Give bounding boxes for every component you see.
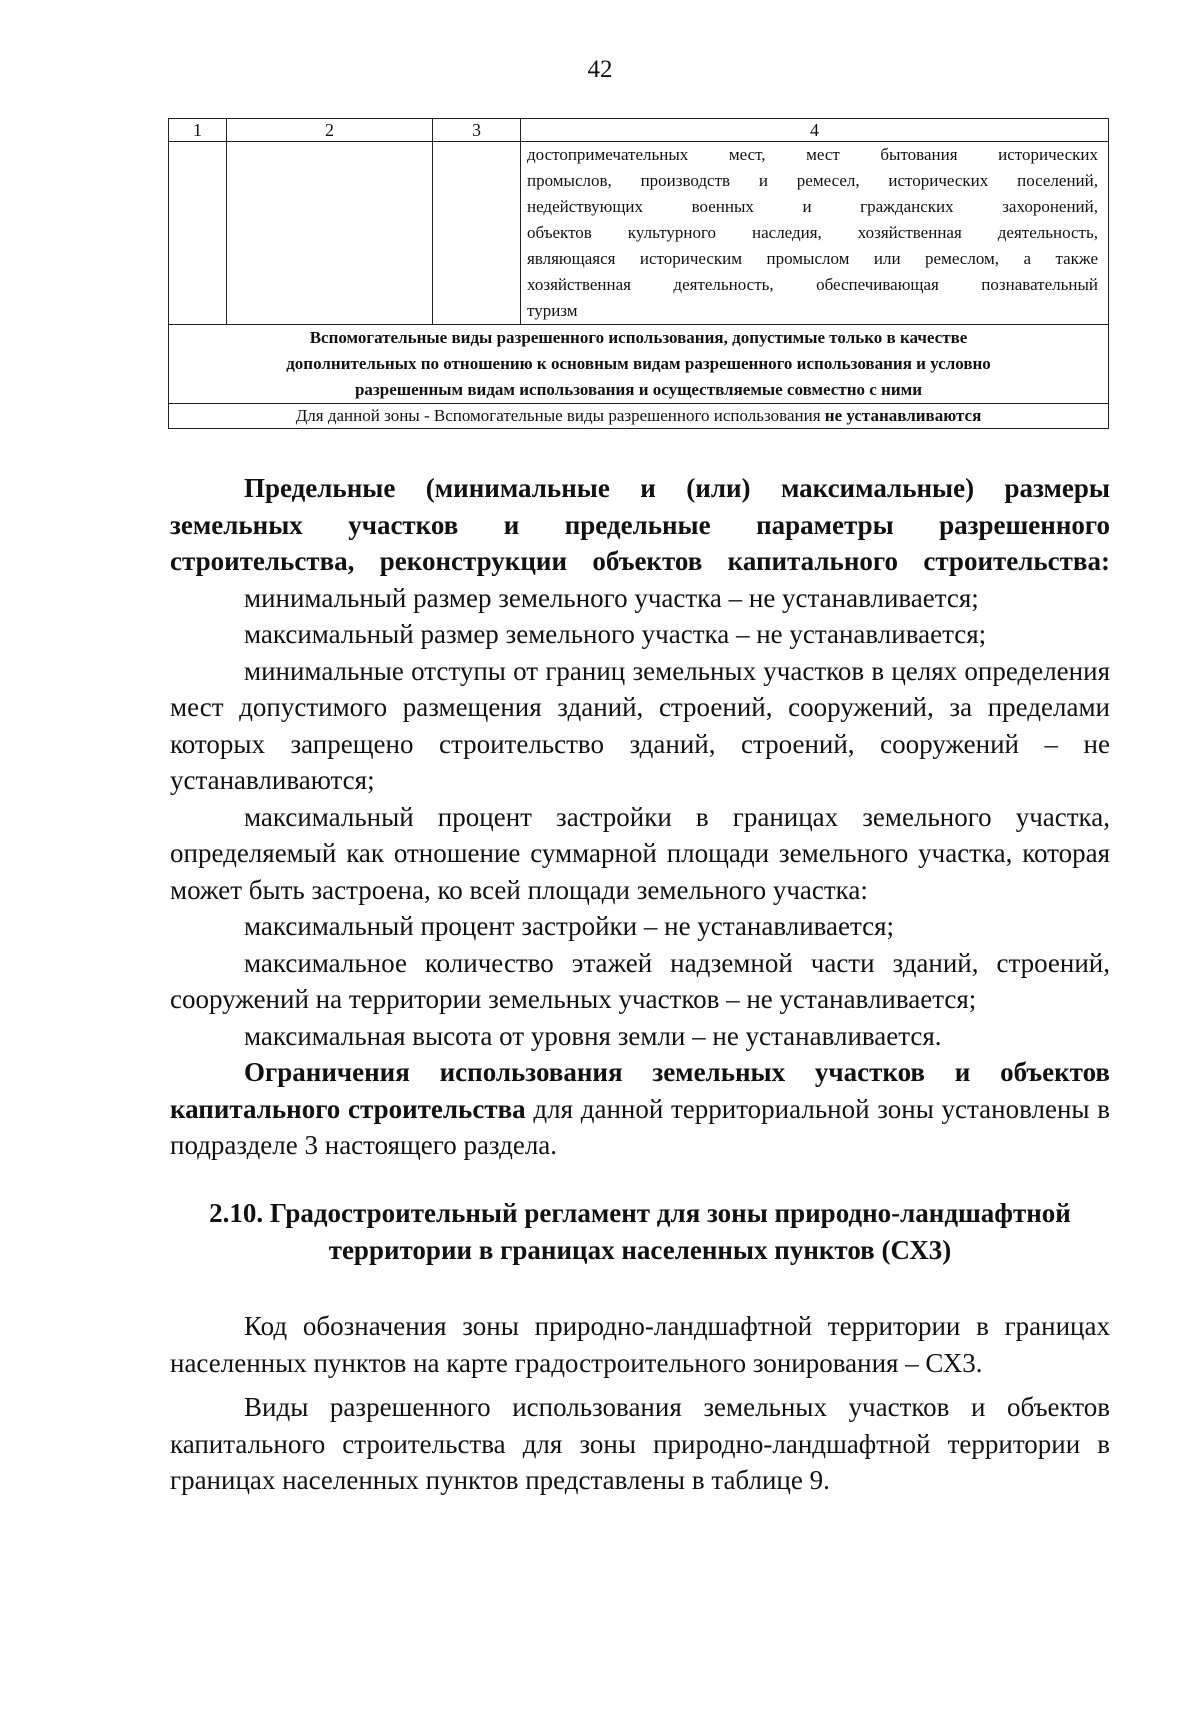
section-2-10 [170, 1195, 1110, 1268]
page-number: 42 [587, 56, 613, 83]
aux-heading-line: дополнительных по отношению к основным видам разрешенного использования и условно [286, 354, 991, 373]
section-heading [170, 1195, 1110, 1268]
table-header-cell: 4 [521, 119, 1109, 142]
table-header-cell: 2 [227, 119, 433, 142]
section-paragraphs [170, 1308, 1110, 1499]
aux-note-text: Для данной зоны - Вспомогательные виды разрешенного использования [295, 406, 821, 425]
table-header-cell: 1 [169, 119, 227, 142]
limit-item: минимальные отступы от границ земельных участков в целях определения мест допустимого размещения зданий, строений, сооружений, за пределами которых запрещено строительство зданий, строений, сооружений – не устанавливаются; [170, 655, 1110, 795]
description-line: туризм [527, 301, 578, 320]
table-row-aux-note [169, 404, 1109, 429]
limit-item: максимальный размер земельного участка – не устанавливается; [244, 619, 987, 649]
aux-uses-heading [169, 325, 1109, 404]
table-cell [169, 142, 227, 325]
limits-heading [170, 470, 1110, 580]
description-line: недействующих военных и гражданских захоронений, [527, 197, 1098, 216]
aux-heading-line: Вспомогательные виды разрешенного использования, допустимые только в качестве [309, 328, 968, 347]
description-line: объектов культурного наследия, хозяйственная деятельность, [527, 223, 1098, 242]
section-heading-line: территории в границах населенных пунктов (СХ3) [328, 1234, 952, 1265]
permitted-uses-paragraph: Виды разрешенного использования земельных участков и объектов капитального строительства для зоны природно-ландшафтной территории в границах населенных пунктов представлены в таблице 9. [170, 1392, 1110, 1495]
limits-heading-line: земельных участков и предельные параметры разрешенного [170, 509, 1110, 540]
section-heading-line: 2.10. Градостроительный регламент для зоны природно-ландшафтной [209, 1198, 1071, 1228]
limit-item: максимальный процент застройки – не устанавливается; [244, 911, 895, 941]
limits-heading-line: Предельные (минимальные и (или) максимальные) размеры [244, 473, 1110, 503]
restrictions-paragraph [170, 1054, 1110, 1164]
table-cell [227, 142, 433, 325]
zone-code-paragraph: Код обозначения зоны природно-ландшафтной территории в границах населенных пунктов на карте градостроительного зонирования – СХ3. [170, 1311, 1110, 1378]
description-line: промыслов, производств и ремесел, исторических поселений, [527, 171, 1098, 190]
aux-note-bold: не устанавливаются [820, 406, 982, 425]
limit-item: максимальная высота от уровня земли – не устанавливается. [244, 1020, 942, 1051]
description-line: являющаяся историческим промыслом или ремеслом, а также [527, 249, 1098, 268]
regulation-table [168, 118, 1109, 429]
limits-section [170, 470, 1110, 1164]
description-line: хозяйственная деятельность, обеспечивающая познавательный [527, 275, 1098, 294]
table-row [169, 142, 1109, 325]
limits-heading-line: строительства, реконструкции объектов капитального строительства: [170, 546, 1110, 576]
restrictions-bold: Ограничения использования земельных участков и объектов капитального строительства [170, 1057, 1110, 1124]
table-cell [433, 142, 521, 325]
aux-uses-note [169, 404, 1109, 429]
table-row-aux-heading [169, 325, 1109, 404]
description-line: достопримечательных мест, мест бытования исторических [527, 145, 1098, 164]
table-cell-description [521, 142, 1109, 325]
limit-item: минимальный размер земельного участка – не устанавливается; [244, 582, 979, 613]
table-header-row [169, 119, 1109, 142]
aux-heading-line: разрешенным видам использования и осуществляемые совместно с ними [354, 380, 923, 399]
limit-item: максимальный процент застройки в границах земельного участка, определяемый как отношение суммарной площади земельного участка, которая может быть застроена, ко всей площади земельного участка: [170, 801, 1110, 905]
limit-item: максимальное количество этажей надземной части зданий, строений, сооружений на территории земельных участков – не устанавливается; [170, 947, 1110, 1014]
restrictions-text: для данной территориальной зоны установлены в подразделе 3 настоящего раздела. [170, 1093, 1110, 1160]
table-header-cell: 3 [433, 119, 521, 142]
